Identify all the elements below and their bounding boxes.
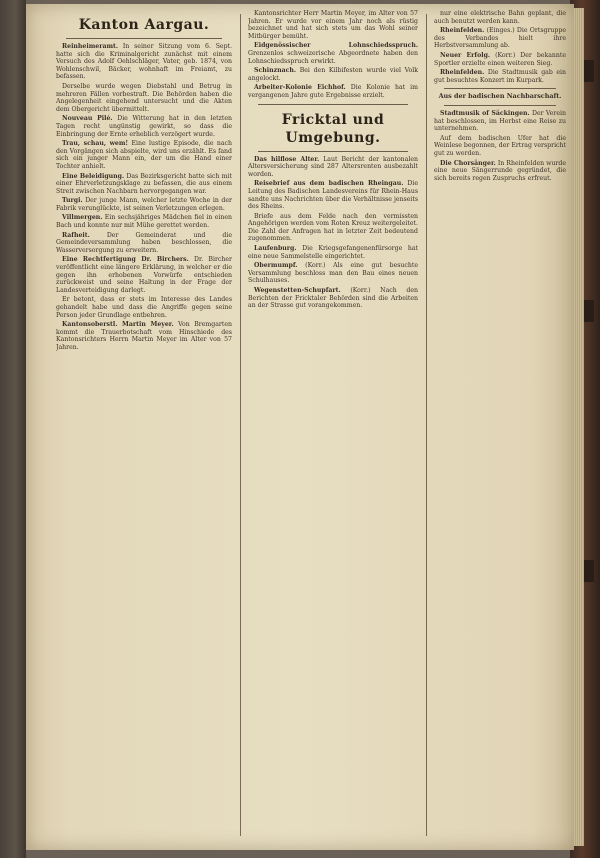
heading-badische-nachbarschaft: Aus der badischen Nachbarschaft.	[438, 92, 562, 101]
article-text: Das Bezirksgericht hatte sich mit einer Ehrverletzungsklage zu befassen, die aus einem Streit zwischen Nachbarn hervorgegangen war.	[56, 172, 232, 195]
article-paragraph	[248, 67, 418, 82]
article-paragraph	[434, 27, 566, 50]
article-lead: Das hilflose Alter.	[254, 155, 320, 163]
article-lead: Wegenstetten-Schupfart.	[254, 287, 341, 295]
article-text: Auf dem badischen Ufer hat die Weinlese begonnen, der Ertrag verspricht gut zu werden.	[434, 134, 566, 157]
article-lead: Trau, schau, wem!	[62, 140, 129, 148]
article-paragraph	[434, 135, 566, 158]
article-lead: Eidgenössischer Lohnschiedsspruch.	[254, 42, 418, 50]
article-paragraph	[434, 52, 566, 67]
article-lead: Rheinfelden.	[440, 27, 485, 35]
article-text: Die Stadtmusik gab ein gut besuchtes Konzert im Kurpark.	[434, 69, 566, 84]
article-paragraph	[56, 115, 232, 138]
article-paragraph	[56, 197, 232, 212]
article-text: Die Kolonie hat im vergangenen Jahre gute Ergebnisse erzielt.	[248, 84, 418, 99]
article-lead: Neuer Erfolg.	[440, 51, 491, 59]
article-paragraph	[434, 160, 566, 183]
newspaper-page	[26, 4, 574, 850]
article-paragraph	[248, 180, 418, 210]
article-lead: Die Chorsänger.	[440, 159, 496, 167]
article-paragraph	[248, 84, 418, 99]
article-lead: Turgi.	[62, 197, 83, 205]
article-paragraph	[56, 256, 232, 294]
article-paragraph	[248, 262, 418, 285]
article-paragraph	[434, 10, 566, 25]
article-lead: Schinznach.	[254, 67, 297, 75]
article-paragraph	[56, 83, 232, 113]
article-text: Die Leitung des Badischen Landesvereins für Rhein-Haus sandte uns Nachrichten über die Verhältnisse jenseits des Rheins.	[248, 180, 418, 211]
article-text: Kantonsrichter Herr Martin Meyer, im Alter von 57 Jahren. Er wurde vor einem Jahr noch als rüstig bezeichnet und hat sich stets um das Wohl seiner Mitbürger bemüht.	[248, 10, 418, 40]
article-text: Eine lustige Episode, die nach den Vorgängen sich abspielte, wird uns erzählt. Es fand sich ein junger Mann ein, der um die Hand einer Tochter anhielt.	[56, 140, 232, 170]
article-lead: Arbeiter-Kolonie Eichhof.	[254, 84, 346, 92]
page-edge	[574, 8, 584, 846]
article-text: Die Kriegsgefangenenfürsorge hat eine neue Sammelstelle eingerichtet.	[248, 245, 418, 260]
article-paragraph	[248, 213, 418, 243]
divider	[444, 105, 556, 106]
article-lead: Eine Rechtfertigung Dr. Birchers.	[62, 256, 189, 264]
column-rule	[426, 14, 427, 836]
article-text: Der Verein hat beschlossen, im Herbst eine Reise zu unternehmen.	[434, 109, 566, 133]
article-lead: Stadtmusik of Säckingen.	[440, 109, 530, 117]
heading-kanton-aargau: Kanton Aargau.	[78, 17, 210, 33]
article-paragraph	[56, 140, 232, 170]
article-text: Von Bremgarten kommt die Trauerbotschaft vom Hinschiede des Kantonsrichters Herrn Martin Meyer im Alter von 57 Jahren.	[56, 321, 232, 351]
article-paragraph	[434, 69, 566, 84]
article-text: In Rheinfelden wurde eine neue Sängerrunde gegründet, die sich bereits regen Zuspruchs erfreut.	[434, 159, 566, 182]
article-text: Briefe aus dem Felde nach den vermissten Angehörigen werden vom Roten Kreuz weitergeleitet. Die Zahl der Anfragen hat in letzter Zeit bedeutend zugenommen.	[248, 212, 418, 243]
article-text: In seiner Sitzung vom 6. Sept. hatte sich die Kriminalgericht zunächst mit einem Versuch des Adolf Oehlschläger, Vater, geb. 1874, von Wohlenschwil, Bäcker, wohnhaft im Freiamt, zu befassen.	[56, 43, 232, 81]
article-lead: Reinheimeramt.	[62, 43, 119, 50]
article-lead: Rafheit.	[62, 231, 90, 239]
article-text: Der Gemeinderat und die Gemeindeversammlung haben beschlossen, die Wasserversorgung zu erweitern.	[56, 231, 232, 254]
article-text: Ein sechsjähriges Mädchen fiel in einen Bach und konnte nur mit Mühe gerettet werden.	[56, 214, 232, 230]
article-paragraph	[56, 214, 232, 229]
article-paragraph	[56, 296, 232, 319]
column-2	[248, 10, 418, 840]
article-text: Grenzenlos schweizerische Abgeordnete haben den Lohnschiedsspruch erwirkt.	[248, 49, 418, 65]
article-text: (Einges.) Die Ortsgruppe des Verbandes hielt ihre Herbstversammlung ab.	[434, 27, 566, 50]
article-lead: Reisebrief aus dem badischen Rheingau.	[254, 180, 404, 188]
article-text: Laut Bericht der kantonalen Altersversicherung sind 287 Altersrenten ausbezahlt worden.	[248, 155, 418, 178]
article-lead: Obermumpf.	[254, 262, 298, 270]
article-lead: Eine Beleidigung.	[62, 172, 125, 180]
article-lead: Villmergen.	[62, 214, 103, 222]
article-text: Bei den Kilbifesten wurde viel Volk angelockt.	[248, 67, 418, 82]
column-3	[434, 10, 566, 840]
column-1	[56, 10, 232, 840]
divider	[258, 104, 408, 105]
article-lead: Laufenburg.	[254, 245, 297, 253]
divider	[258, 151, 408, 152]
article-paragraph	[248, 10, 418, 40]
article-paragraph	[56, 232, 232, 255]
article-text: Dr. Bircher veröffentlicht eine längere Erklärung, in welcher er die gegen ihn erhobenen Vorwürfe entschieden zurückweist und seine Haltung in der Frage der Landesverteidigung darlegt.	[56, 256, 232, 294]
article-text: Er betont, dass er stets im Interesse des Landes gehandelt habe und dass die Angriffe gegen seine Person jeder Grundlage entbehren.	[56, 296, 232, 319]
divider	[444, 88, 556, 89]
article-paragraph	[248, 156, 418, 179]
article-lead: Rheinfelden.	[440, 69, 485, 77]
article-paragraph	[434, 110, 566, 133]
article-paragraph	[248, 42, 418, 65]
article-text: Der junge Mann, welcher letzte Woche in der Fabrik verunglückte, ist seinen Verletzungen erlegen.	[56, 197, 232, 212]
column-rule	[240, 14, 241, 836]
book-cover-left	[0, 0, 26, 858]
article-paragraph	[56, 173, 232, 196]
article-paragraph	[248, 245, 418, 260]
heading-fricktal: Fricktal und Umgebung.	[281, 111, 385, 146]
article-text: (Korr.) Der bekannte Sportler erzielte einen weiteren Sieg.	[434, 51, 566, 67]
article-text: Derselbe wurde wegen Diebstahl und Betrug in mehreren Fällen vorbestraft. Die Behörden haben die Angelegenheit eingehend untersucht und die Akten dem Obergericht übermittelt.	[56, 82, 232, 113]
article-text: (Korr.) Als eine gut besuchte Versammlung beschloss man den Bau eines neuen Schulhauses.	[248, 262, 418, 285]
divider	[66, 38, 222, 39]
article-lead: Kantonsoberstl. Martin Meyer.	[62, 321, 174, 329]
article-text: nur eine elektrische Bahn geplant, die auch benutzt werden kann.	[434, 10, 566, 25]
article-lead: Nouveau Pilé.	[62, 115, 113, 123]
article-paragraph	[248, 287, 418, 310]
article-text: (Korr.) Nach den Berichten der Fricktaler Behörden sind die Arbeiten an der Strasse gut vorangekommen.	[248, 287, 418, 310]
article-paragraph	[56, 43, 232, 81]
article-paragraph	[56, 321, 232, 351]
article-text: Die Witterung hat in den letzten Tagen recht ungünstig gewirkt, so dass die Einbringung der Ernte erheblich verzögert wurde.	[56, 115, 232, 138]
